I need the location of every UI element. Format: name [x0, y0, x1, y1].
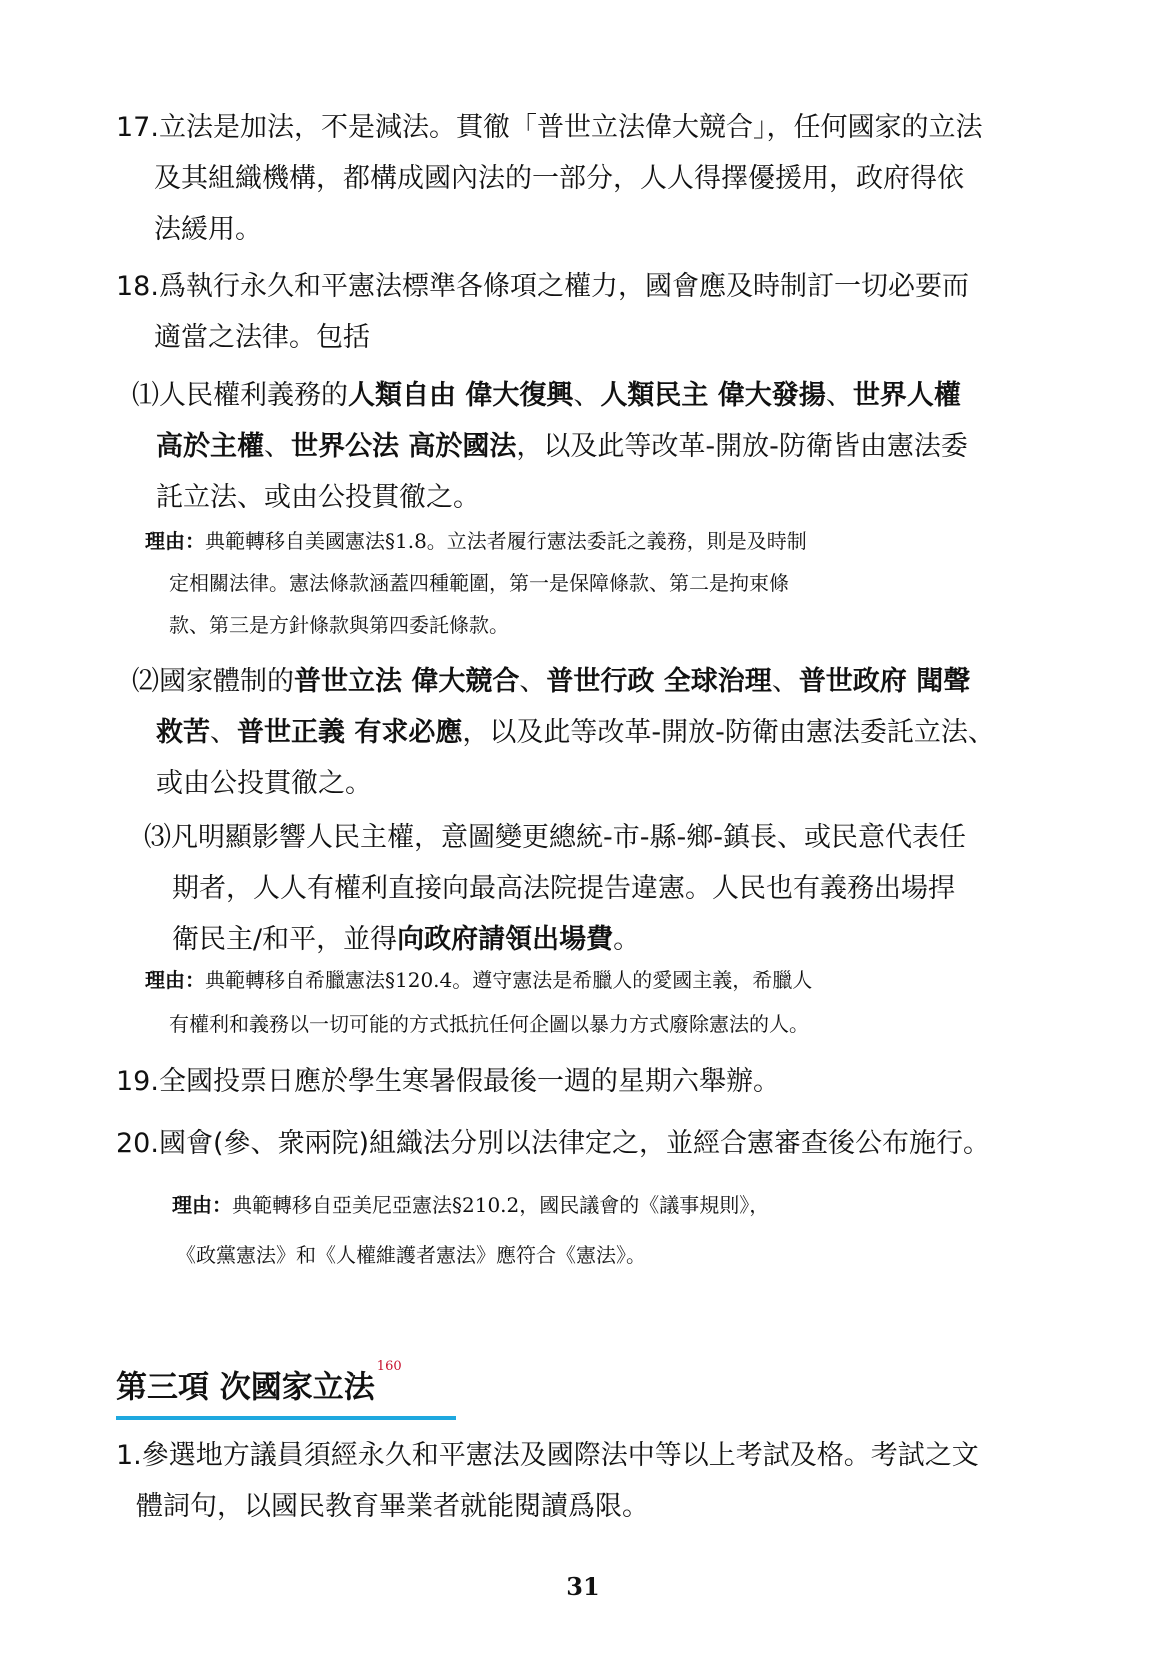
reason-1: 理由：典範轉移自美國憲法§1.8。立法者履行憲法委託之義務，則是及時制 定相關法律。憲法條款涵蓋四種範圍，第一是保障條款、第二是拘束條 款、第三是方針條款與第四委託條款。 — [145, 529, 807, 637]
sub-item-2: ⑵國家體制的普世立法 偉大競合、普世行政 全球治理、普世政府 聞聲 救苦、普世正義 有求必應，以及此等改革-開放-防衛由憲法委託立法、 或由公投貫徹之。 — [132, 666, 995, 799]
item-19: 19.全國投票日應於學生寒暑假最後一週的星期六舉辦。 — [116, 1066, 780, 1097]
sub-item-1: ⑴人民權利義務的人類自由 偉大復興、人類民主 偉大發揚、世界人權 高於主權、世界公法 高於國法，以及此等改革-開放-防衛皆由憲法委 託立法、或由公投貫徹之。 — [132, 380, 968, 513]
subnational-item-1: 1.參選地方議員須經永久和平憲法及國際法中等以上考試及格。考試之文 體詞句，以國民教育畢業者就能閱讀爲限。 — [116, 1440, 979, 1522]
item-18: 18.爲執行永久和平憲法標準各條項之權力，國會應及時制訂一切必要而 適當之法律。包括 — [116, 271, 969, 353]
reason-2: 理由：典範轉移自希臘憲法§120.4。遵守憲法是希臘人的愛國主義，希臘人 有權利和義務以一切可能的方式抵抗任何企圖以暴力方式廢除憲法的人。 — [145, 968, 813, 1036]
page-number: 31 — [566, 1572, 600, 1601]
section-heading: 第三項 次國家立法$^{160}$ — [116, 1359, 402, 1406]
sub-item-3: ⑶凡明顯影響人民主權，意圖變更總統-市-縣-鄉-鎮長、或民意代表任 期者，人人有權利直接向最高法院提告違憲。人民也有義務出場捍 衛民主/和平，並得向政府請領出場費。 — [144, 822, 966, 955]
item-20: 20.國會(參、衆兩院)組織法分別以法律定之，並經合憲審查後公布施行。 — [116, 1128, 991, 1159]
item-17: 17.立法是加法，不是減法。貫徹「普世立法偉大競合」，任何國家的立法 及其組織機構，都構成國內法的一部分，人人得擇優援用，政府得依 法緩用。 — [116, 112, 983, 245]
reason-3: 理由：典範轉移自亞美尼亞憲法§210.2，國民議會的《議事規則》， 《政黨憲法》和《人權維護者憲法》應符合《憲法》。 — [172, 1193, 770, 1267]
heading-underline — [116, 1416, 456, 1420]
footnote-marker: 160 — [376, 1359, 402, 1374]
